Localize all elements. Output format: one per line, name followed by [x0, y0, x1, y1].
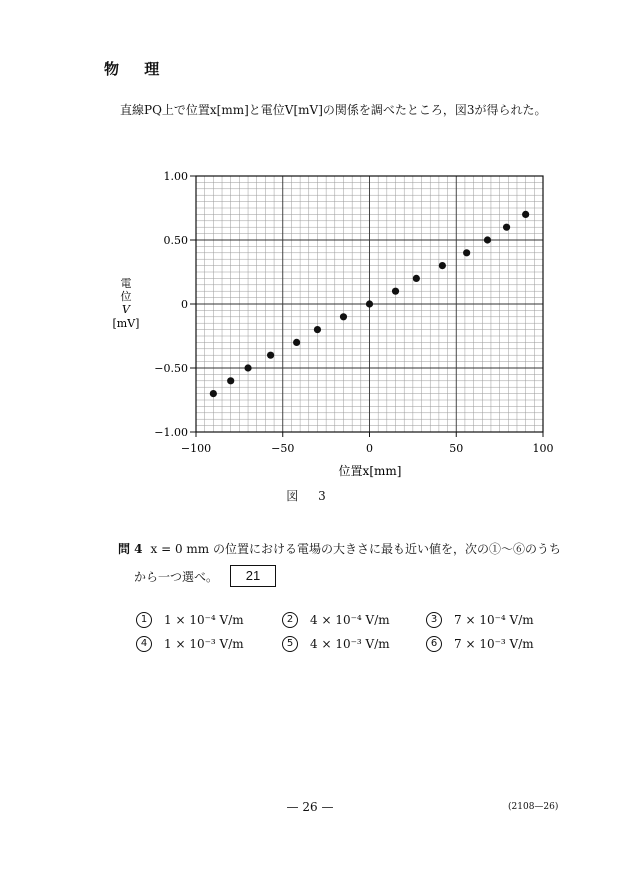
choice-4[interactable] [136, 636, 244, 652]
y-tick-label: 0.50 [163, 234, 188, 247]
question-line1 [118, 540, 561, 557]
y-axis-label: 位 [120, 290, 132, 303]
choice-number: 4 [136, 636, 152, 652]
question-line2 [134, 565, 276, 587]
y-tick-label: 1.00 [163, 170, 188, 183]
choice-text: 1 × 10⁻⁴ V/m [164, 613, 244, 627]
intro-text: 直線PQ上で位置x[mm]と電位V[mV]の関係を調べたところ，図3が得られた。 [120, 103, 547, 117]
x-tick-label: −100 [180, 442, 212, 455]
data-point [522, 211, 529, 218]
question-text-2: から一つ選べ。 [134, 569, 219, 584]
choice-number: 3 [426, 612, 442, 628]
y-axis-label: V [122, 303, 130, 316]
choice-5[interactable] [282, 636, 390, 652]
data-point [293, 339, 300, 346]
choice-1[interactable] [136, 612, 244, 628]
x-axis-label: 位置x[mm] [338, 464, 402, 478]
data-point [439, 262, 446, 269]
choice-2[interactable] [282, 612, 390, 628]
data-point [484, 236, 491, 243]
choice-number: 1 [136, 612, 152, 628]
x-tick-label: −50 [271, 442, 295, 455]
answer-box[interactable]: 21 [230, 565, 276, 587]
data-point [392, 288, 399, 295]
data-point [210, 390, 217, 397]
choice-number: 2 [282, 612, 298, 628]
data-point [463, 249, 470, 256]
question-text-1: x = 0 mm の位置における電場の大きさに最も近い値を，次の①～⑥のうち [150, 542, 562, 556]
choice-text: 4 × 10⁻⁴ V/m [310, 613, 390, 627]
y-axis-label: 電 [120, 277, 132, 290]
section-title: 物 理 [104, 60, 170, 78]
x-tick-label: 0 [366, 442, 373, 455]
choice-3[interactable] [426, 612, 534, 628]
data-point [340, 313, 347, 320]
figure-label: 図 3 [286, 489, 334, 503]
choice-number: 6 [426, 636, 442, 652]
question-number: 問 4 [118, 542, 143, 556]
choice-6[interactable] [426, 636, 534, 652]
page-number: — 26 — [286, 800, 334, 814]
data-point [503, 224, 510, 231]
y-axis-label: [mV] [112, 317, 140, 330]
data-point [314, 326, 321, 333]
data-point [244, 364, 251, 371]
choice-text: 7 × 10⁻³ V/m [454, 637, 534, 651]
y-tick-label: −0.50 [154, 362, 188, 375]
data-point [227, 377, 234, 384]
data-point [366, 300, 373, 307]
choice-text: 1 × 10⁻³ V/m [164, 637, 244, 651]
choice-number: 5 [282, 636, 298, 652]
y-tick-label: −1.00 [154, 426, 188, 439]
data-point [267, 352, 274, 359]
choice-text: 4 × 10⁻³ V/m [310, 637, 390, 651]
x-tick-label: 100 [532, 442, 554, 455]
y-tick-label: 0 [181, 298, 188, 311]
exam-code: (2108—26) [508, 802, 559, 812]
choice-text: 7 × 10⁻⁴ V/m [454, 613, 534, 627]
x-tick-label: 50 [449, 442, 464, 455]
data-point [413, 275, 420, 282]
